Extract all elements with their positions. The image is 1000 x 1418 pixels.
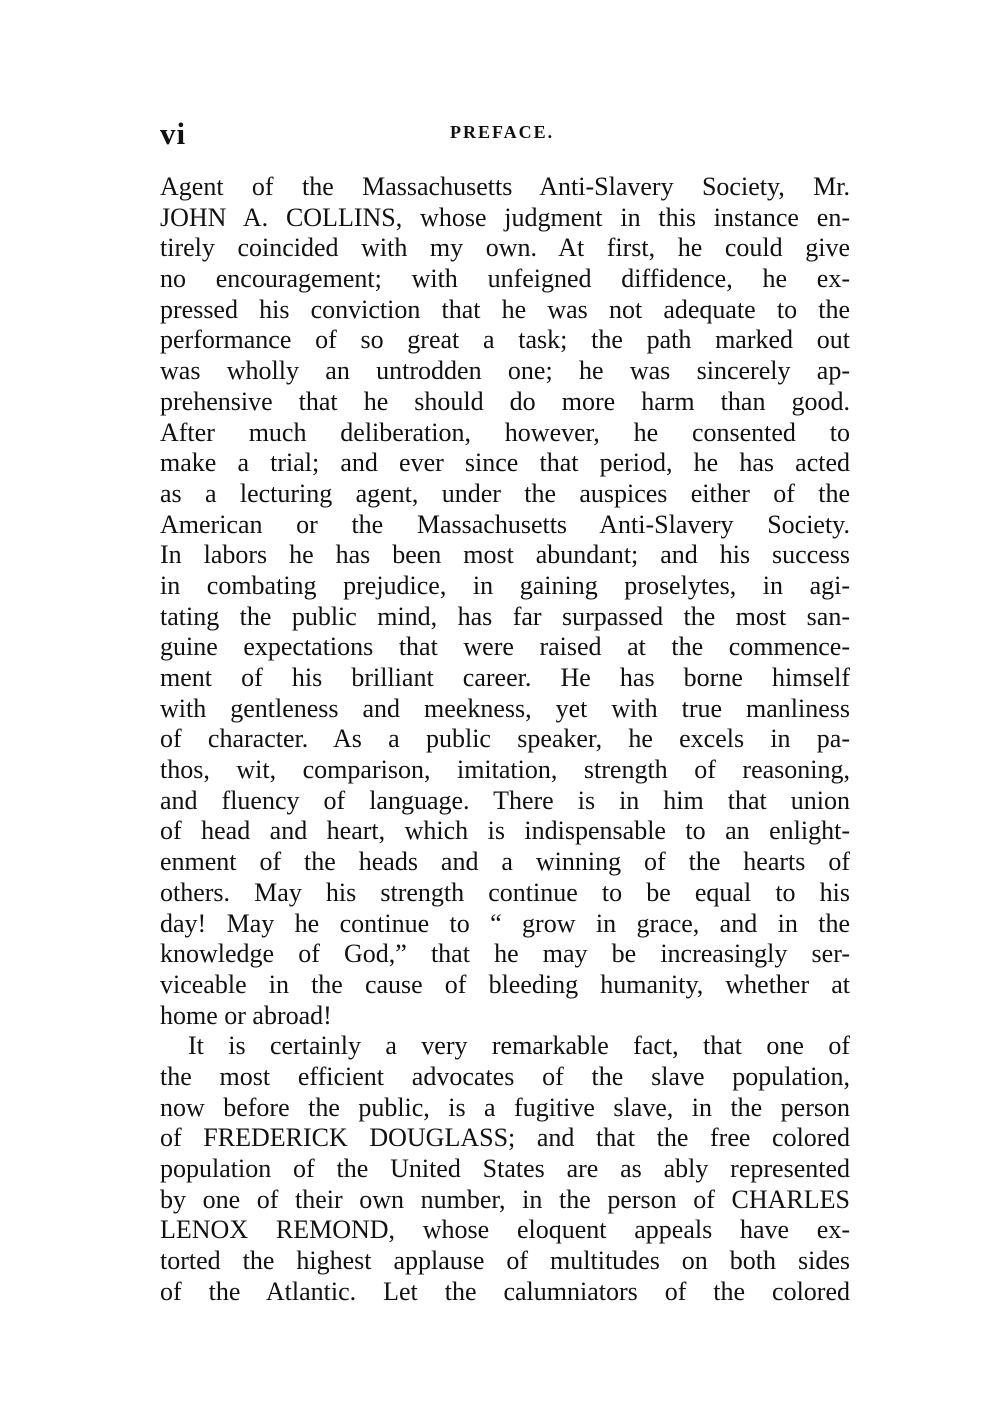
text-line: others. May his strength continue to be equal to his	[160, 877, 850, 907]
text-line: LENOX REMOND, whose eloquent appeals have ex-	[160, 1215, 850, 1245]
text-line: ment of his brilliant career. He has borne himself	[160, 663, 850, 692]
page-number: vi	[160, 116, 187, 151]
text-line: American or the Massachusetts Anti-Slavery Society.	[160, 509, 850, 539]
text-line: guine expectations that were raised at the commence-	[160, 632, 850, 662]
text-line: with gentleness and meekness, yet with true manliness	[160, 693, 850, 723]
text-line: make a trial; and ever since that period, he has acted	[160, 448, 850, 478]
text-line: as a lecturing agent, under the auspices either of the	[160, 478, 850, 508]
text-line: of character. As a public speaker, he excels in pa-	[160, 724, 850, 754]
text-line: population of the United States are as ably represented	[160, 1154, 850, 1183]
text-line: of the Atlantic. Let the calumniators of the colored	[160, 1276, 850, 1306]
text-line: JOHN A. COLLINS, whose judgment in this instance en-	[160, 202, 850, 232]
text-line: and fluency of language. There is in him that union	[160, 785, 850, 815]
text-line: home or abroad!	[160, 1000, 332, 1030]
text-line: tirely coincided with my own. At first, he could give	[160, 233, 850, 263]
text-line: day! May he continue to “ grow in grace, and in the	[160, 908, 850, 938]
text-line: now before the public, is a fugitive slave, in the person	[160, 1092, 850, 1122]
text-line: knowledge of God,” that he may be increasingly ser-	[160, 939, 850, 969]
text-line: in combating prejudice, in gaining proselytes, in agi-	[160, 570, 850, 600]
text-line: Agent of the Massachusetts Anti-Slavery Society, Mr.	[160, 172, 850, 201]
text-line: was wholly an untrodden one; he was sincerely ap-	[160, 356, 850, 386]
text-line: of head and heart, which is indispensable to an enlight-	[160, 816, 850, 846]
running-head: PREFACE.	[450, 122, 555, 142]
text-line: thos, wit, comparison, imitation, strength of reasoning,	[160, 755, 850, 785]
text-line: performance of so great a task; the path marked out	[160, 325, 850, 355]
text-line: torted the highest applause of multitudes on both sides	[160, 1246, 850, 1276]
text-line: prehensive that he should do more harm than good.	[160, 386, 850, 416]
text-line: viceable in the cause of bleeding humanity, whether at	[160, 969, 850, 999]
text-line: After much deliberation, however, he consented to	[160, 417, 850, 447]
text-line: the most efficient advocates of the slave population,	[160, 1061, 850, 1091]
text-line: tating the public mind, has far surpassed the most san-	[160, 601, 850, 631]
text-line: In labors he has been most abundant; and his success	[160, 540, 850, 570]
text-line: no encouragement; with unfeigned diffidence, he ex-	[160, 264, 850, 294]
text-line: of FREDERICK DOUGLASS; and that the free colored	[160, 1123, 850, 1153]
text-line: by one of their own number, in the person of CHARLES	[160, 1184, 850, 1214]
text-line: pressed his conviction that he was not adequate to the	[160, 294, 850, 324]
text-line: enment of the heads and a winning of the hearts of	[160, 847, 850, 877]
text-line: It is certainly a very remarkable fact, that one of	[188, 1031, 850, 1061]
body-text	[160, 172, 850, 1307]
